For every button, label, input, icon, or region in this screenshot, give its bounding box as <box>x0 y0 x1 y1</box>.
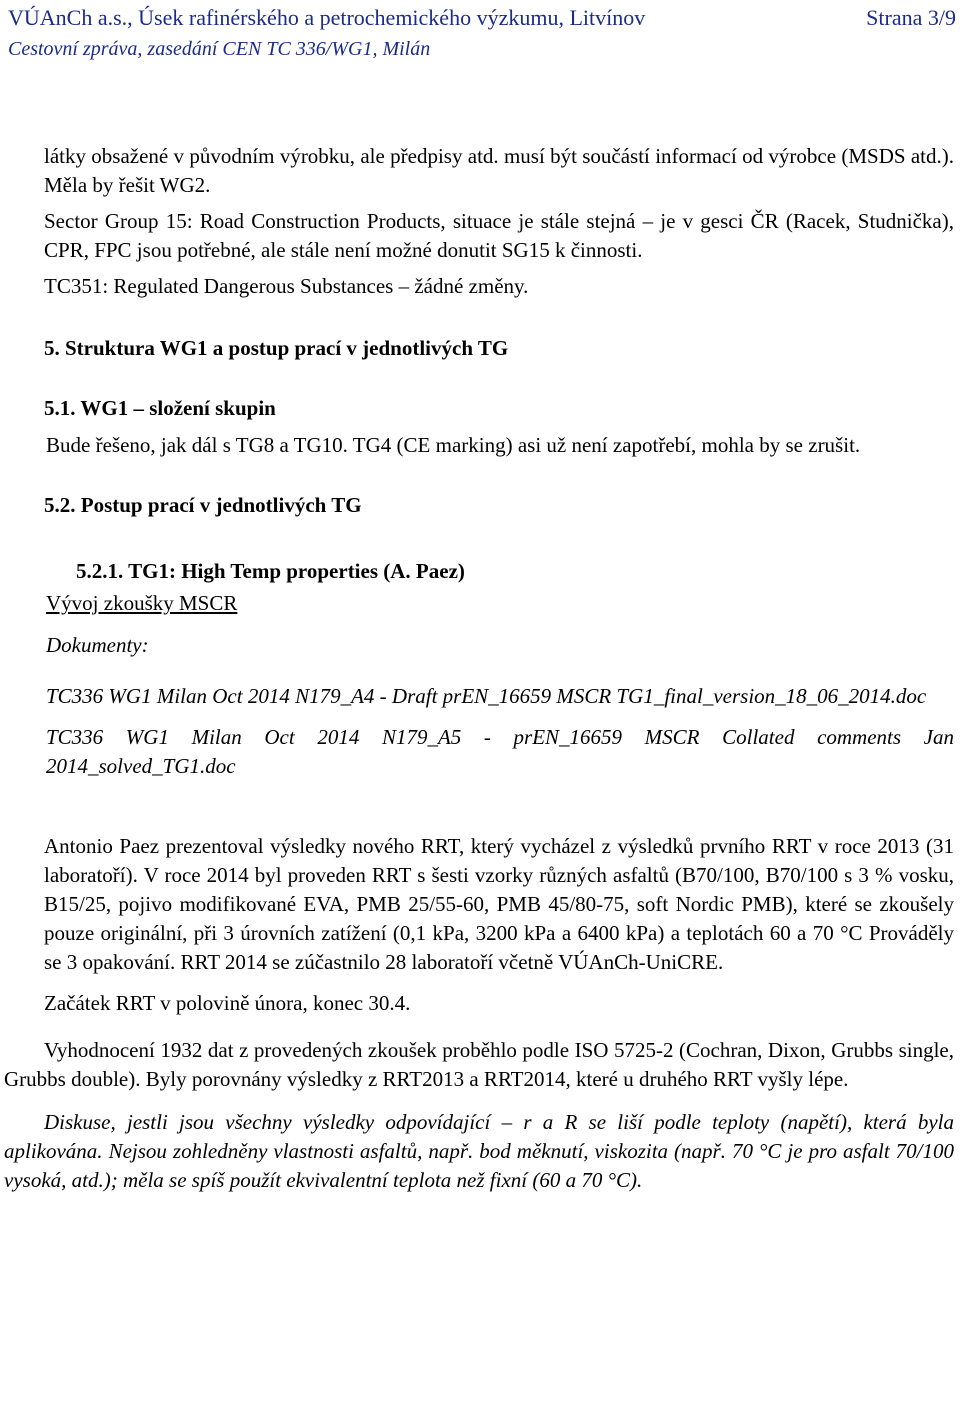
header-page-number: Strana 3/9 <box>866 5 956 30</box>
label-dokumenty: Dokumenty: <box>46 633 149 657</box>
paragraph-paez-rrt: Antonio Paez prezentoval výsledky nového RRT, který vycházel z výsledků prvního RRT v roce 2013 (31 laboratoří). V roce 2014 byl proveden RRT s šesti vzorky různých asfaltů (B70/100, B70/100 s 3 % vosku, B15/25, pojivo modifikované EVA, PMB 25/55-60, PMB 45/80-75, soft Nordic PMB), které se zkoušely pouze originální, při 3 úrovních zatížení (0,1 kPa, 3200 kPa a 6400 kPa) a teplotách 60 a 70 °C Prováděly se 3 opakování. RRT 2014 se zúčastnilo 28 laboratoří včetně VÚAnCh-UniCRE. <box>44 834 954 974</box>
heading-section-5-1: 5.1. WG1 – složení skupin <box>44 396 276 420</box>
header-subtitle: Cestovní zpráva, zasedání CEN TC 336/WG1, Milán <box>8 38 431 60</box>
paragraph-tc351: TC351: Regulated Dangerous Substances – žádné změny. <box>44 274 529 298</box>
document-reference-2: TC336 WG1 Milan Oct 2014 N179_A5 - prEN_16659 MSCR Collated comments Jan 2014_solved_TG1.doc <box>46 725 954 778</box>
paragraph-rrt-start: Začátek RRT v polovině února, konec 30.4. <box>44 991 411 1015</box>
heading-section-5-2-1: 5.2.1. TG1: High Temp properties (A. Paez) <box>76 559 465 583</box>
paragraph-sector-group: Sector Group 15: Road Construction Products, situace je stále stejná – je v gesci ČR (Racek, Studnička), CPR, FPC jsou potřebné, ale stále není možné donutit SG15 k činnosti. <box>44 209 954 262</box>
heading-vyvoj-mscr: Vývoj zkoušky MSCR <box>46 591 238 615</box>
header-organization: VÚAnCh a.s., Úsek rafinérského a petrochemického výzkumu, Litvínov <box>8 5 646 30</box>
paragraph-msds: látky obsažené v původním výrobku, ale předpisy atd. musí být součástí informací od výrobce (MSDS atd.). Měla by řešit WG2. <box>44 144 954 197</box>
heading-section-5: 5. Struktura WG1 a postup prací v jednotlivých TG <box>44 336 509 360</box>
header-row <box>8 4 956 32</box>
document-reference-1: TC336 WG1 Milan Oct 2014 N179_A4 - Draft prEN_16659 MSCR TG1_final_version_18_06_2014.doc <box>46 684 927 708</box>
heading-section-5-2: 5.2. Postup prací v jednotlivých TG <box>44 493 362 517</box>
paragraph-5-1: Bude řešeno, jak dál s TG8 a TG10. TG4 (CE marking) asi už není zapotřebí, mohla by se zrušit. <box>46 433 861 457</box>
paragraph-evaluation: Vyhodnocení 1932 dat z provedených zkoušek proběhlo podle ISO 5725-2 (Cochran, Dixon, Grubbs single, Grubbs double). Byly porovnány výsledky z RRT2013 a RRT2014, které u druhého RRT vyšly lépe. <box>4 1038 954 1091</box>
page-header <box>8 4 956 62</box>
document-body <box>4 142 954 1195</box>
paragraph-discussion: Diskuse, jestli jsou všechny výsledky odpovídající – r a R se liší podle teploty (napětí), která byla aplikována. Nejsou zohledněny vlastnosti asfaltů, např. bod měknutí, viskozita (např. 70 °C je pro asfalt 70/100 vysoká, atd.); měla se spíš použít ekvivalentní teplota než fixní (60 a 70 °C). <box>4 1110 954 1192</box>
